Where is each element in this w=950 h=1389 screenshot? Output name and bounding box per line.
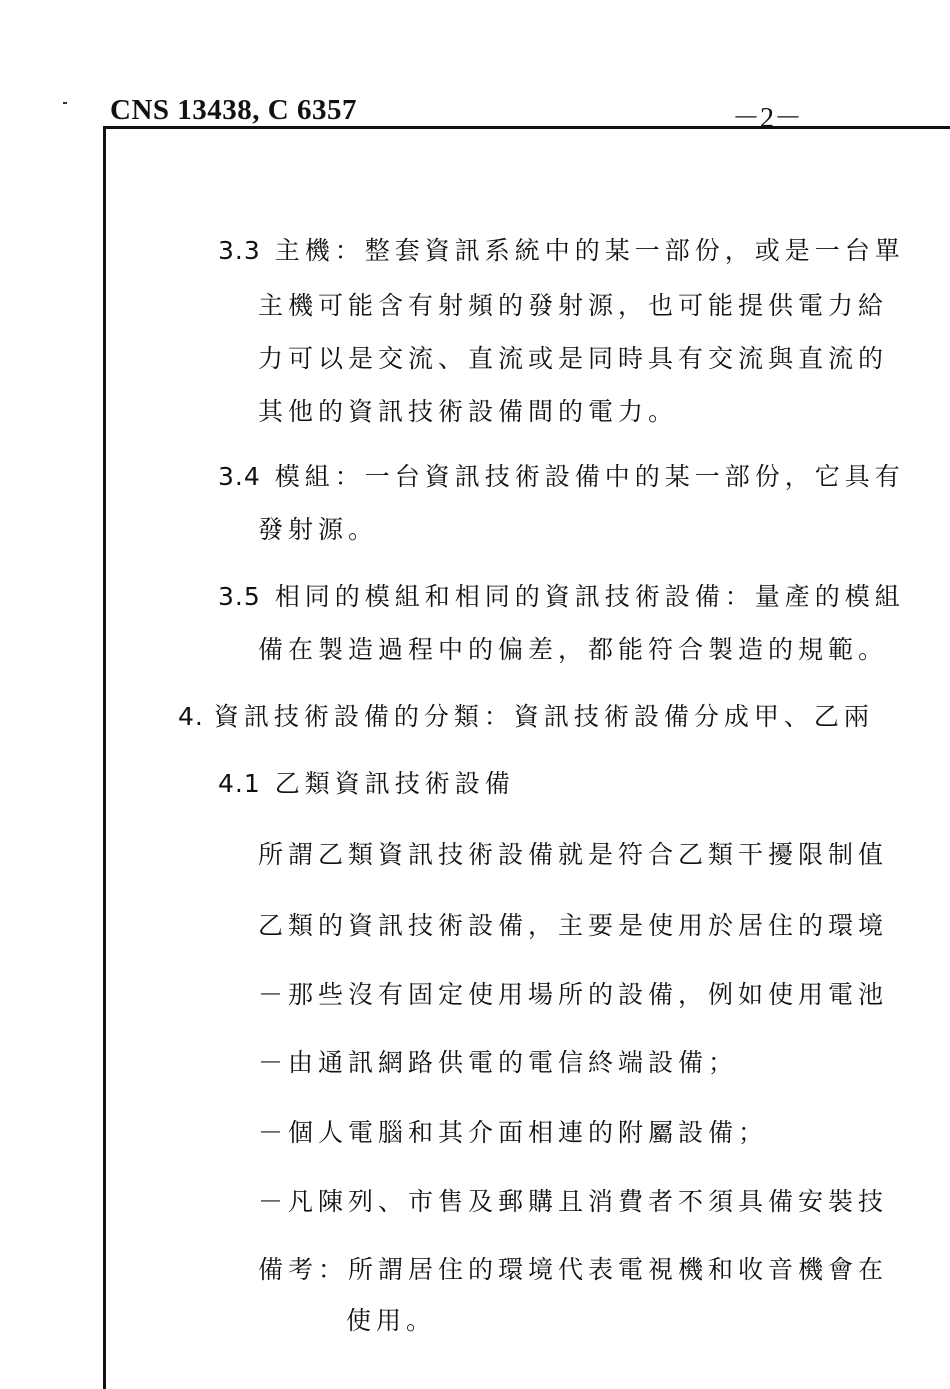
section-number: 3.3 (218, 236, 261, 265)
section-3-4-line-1 (218, 464, 905, 489)
section-number: 4.1 (218, 769, 261, 798)
bullet-item: －凡陳列、市售及郵購且消費者不須具備安裝技 (258, 1187, 889, 1216)
standard-code: CNS 13438, C 6357 (110, 94, 357, 126)
section-4-1-title (218, 771, 515, 796)
section-4-1-paragraph-1: 所謂乙類資訊技術設備就是符合乙類干擾限制值 (258, 840, 889, 869)
bullet-item: －由通訊網路供電的電信終端設備； (258, 1048, 739, 1077)
section-3-3-line-1 (218, 238, 905, 263)
section-3-4-line-2: 發射源。 (258, 515, 379, 544)
section-3-3-line-3: 力可以是交流、直流或是同時具有交流與直流的 (258, 344, 889, 373)
section-3-3-line-2: 主機可能含有射頻的發射源，也可能提供電力給 (258, 291, 889, 320)
bullet-item: －個人電腦和其介面相連的附屬設備； (258, 1118, 769, 1147)
section-number: 3.4 (218, 462, 261, 491)
scan-mark (63, 102, 67, 104)
section-number: 3.5 (218, 582, 261, 611)
section-number: 4. (178, 702, 204, 731)
section-text: 乙類資訊技術設備 (274, 769, 515, 798)
section-text: 主機：整套資訊系統中的某一部份，或是一台單 (274, 236, 905, 265)
section-text: 資訊技術設備的分類：資訊技術設備分成甲、乙兩 (213, 702, 874, 731)
section-3-5-line-2: 備在製造過程中的偏差，都能符合製造的規範。 (258, 635, 889, 664)
section-text: 模組：一台資訊技術設備中的某一部份，它具有 (274, 462, 905, 491)
section-4-1-paragraph-2: 乙類的資訊技術設備，主要是使用於居住的環境 (258, 911, 889, 940)
note-line-1: 備考：所謂居住的環境代表電視機和收音機會在 (258, 1255, 889, 1284)
bullet-item: －那些沒有固定使用場所的設備，例如使用電池 (258, 980, 889, 1009)
note-line-2: 使用。 (346, 1306, 437, 1335)
section-3-3-line-4: 其他的資訊技術設備間的電力。 (258, 397, 679, 426)
section-4-line-1 (178, 704, 874, 729)
page-number: －2－ (732, 103, 803, 134)
section-3-5-line-1 (218, 584, 905, 609)
section-text: 相同的模組和相同的資訊技術設備：量產的模組 (274, 582, 905, 611)
